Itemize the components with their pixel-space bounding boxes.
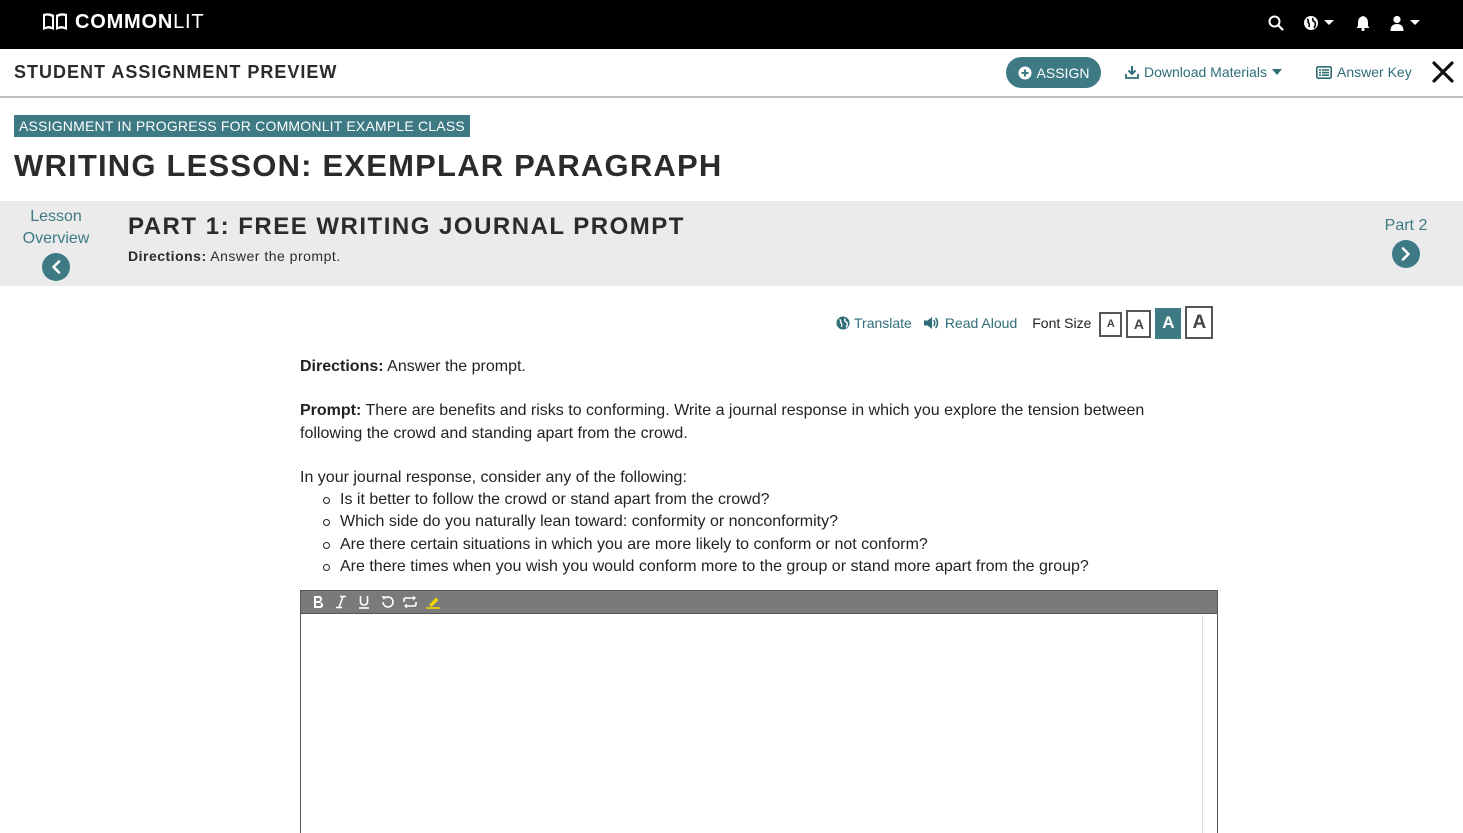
next-part-button[interactable] <box>1392 240 1420 268</box>
bold-button[interactable] <box>306 592 329 612</box>
italic-button[interactable] <box>329 592 352 612</box>
plus-circle-icon <box>1018 66 1032 80</box>
assign-button[interactable] <box>1006 57 1101 88</box>
preview-title: STUDENT ASSIGNMENT PREVIEW <box>14 62 338 82</box>
caret-down-icon <box>1272 69 1282 76</box>
part-title: PART 1: FREE WRITING JOURNAL PROMPT <box>128 213 685 240</box>
font-size-medium-button[interactable]: A <box>1126 310 1151 338</box>
next-part-label: Part 2 <box>1384 217 1428 234</box>
lesson-overview-link[interactable] <box>14 206 98 281</box>
download-materials-button[interactable] <box>1125 64 1287 80</box>
underline-icon <box>358 595 370 609</box>
directions-label: Directions: <box>300 358 384 375</box>
open-book-icon <box>42 12 68 32</box>
globe-icon <box>836 316 850 330</box>
translate-label: Translate <box>854 315 912 331</box>
download-icon <box>1125 65 1139 79</box>
assign-button-label: ASSIGN <box>1036 64 1090 81</box>
lesson-overview-label-line2: Overview <box>22 230 90 247</box>
highlight-icon <box>425 595 441 609</box>
user-icon <box>1390 15 1404 31</box>
lesson-title: WRITING LESSON: EXEMPLAR PARAGRAPH <box>14 148 723 183</box>
editor-text-area[interactable] <box>301 615 1203 833</box>
journal-response-editor <box>300 590 1218 833</box>
directions-text: Answer the prompt. <box>387 358 526 375</box>
commonlit-logo[interactable] <box>42 10 204 34</box>
part-directions-label: Directions: <box>128 248 207 264</box>
undo-button[interactable] <box>375 592 398 612</box>
read-aloud-label: Read Aloud <box>944 315 1018 331</box>
list-item: Is it better to follow the crowd or stand apart from the crowd? <box>322 489 1210 511</box>
lesson-overview-label-line1: Lesson <box>30 208 82 225</box>
font-size-label: Font Size <box>1032 315 1092 331</box>
prompt-text: There are benefits and risks to conforming. Write a journal response in which you explore the tension between following the crowd and standing apart from the crowd. <box>300 402 1145 442</box>
chevron-left-icon <box>51 260 61 274</box>
part-directions <box>128 248 341 264</box>
highlight-button[interactable] <box>421 592 444 612</box>
list-item: Are there certain situations in which you are more likely to conform or not conform? <box>322 534 1210 556</box>
close-icon[interactable] <box>1431 60 1455 84</box>
consider-text: In your journal response, consider any of the following: <box>300 468 687 486</box>
download-materials-label: Download Materials <box>1144 64 1267 80</box>
part-directions-text: Answer the prompt. <box>210 248 341 264</box>
font-size-small-button[interactable]: A <box>1099 312 1122 337</box>
logo-wordmark: COMMONLIT <box>75 10 205 33</box>
italic-icon <box>335 595 347 609</box>
user-menu-button[interactable] <box>1390 13 1421 33</box>
reading-tools <box>836 306 1217 340</box>
volume-icon <box>923 316 941 330</box>
translate-button[interactable] <box>836 315 912 331</box>
search-icon <box>1268 15 1284 31</box>
redo-icon <box>402 595 418 609</box>
redo-button[interactable] <box>398 592 421 612</box>
prompt-paragraph <box>300 400 1210 445</box>
consider-list <box>300 489 1210 578</box>
answer-key-button[interactable] <box>1316 64 1412 80</box>
language-menu-button[interactable] <box>1303 13 1335 33</box>
top-navbar <box>0 0 1463 49</box>
directions-paragraph <box>300 356 1210 378</box>
list-item: Are there times when you wish you would conform more to the group or stand more apart from the group? <box>322 556 1210 578</box>
part-navigation <box>0 201 1463 286</box>
search-button[interactable] <box>1268 13 1284 33</box>
answer-key-label: Answer Key <box>1337 64 1412 80</box>
preview-header <box>0 49 1463 98</box>
status-badge: ASSIGNMENT IN PROGRESS FOR COMMONLIT EXAMPLE CLASS <box>14 115 470 137</box>
underline-button[interactable] <box>352 592 375 612</box>
notifications-button[interactable] <box>1356 13 1370 33</box>
chevron-down-icon <box>1409 19 1421 27</box>
list-alt-icon <box>1316 66 1332 79</box>
chevron-right-icon <box>1401 247 1411 261</box>
read-aloud-button[interactable] <box>923 315 1017 331</box>
previous-part-button[interactable] <box>42 253 70 281</box>
prompt-content <box>300 356 1210 578</box>
chevron-down-icon <box>1323 19 1335 27</box>
editor-toolbar <box>301 591 1217 614</box>
font-size-large-button[interactable]: A <box>1155 308 1181 339</box>
bold-icon <box>312 595 324 609</box>
list-item: Which side do you naturally lean toward: conformity or nonconformity? <box>322 511 1210 533</box>
next-part-link[interactable] <box>1378 217 1434 268</box>
undo-icon <box>380 595 394 609</box>
bell-icon <box>1356 15 1370 31</box>
prompt-label: Prompt: <box>300 402 362 420</box>
font-size-xlarge-button[interactable]: A <box>1185 306 1213 339</box>
globe-icon <box>1303 15 1319 31</box>
